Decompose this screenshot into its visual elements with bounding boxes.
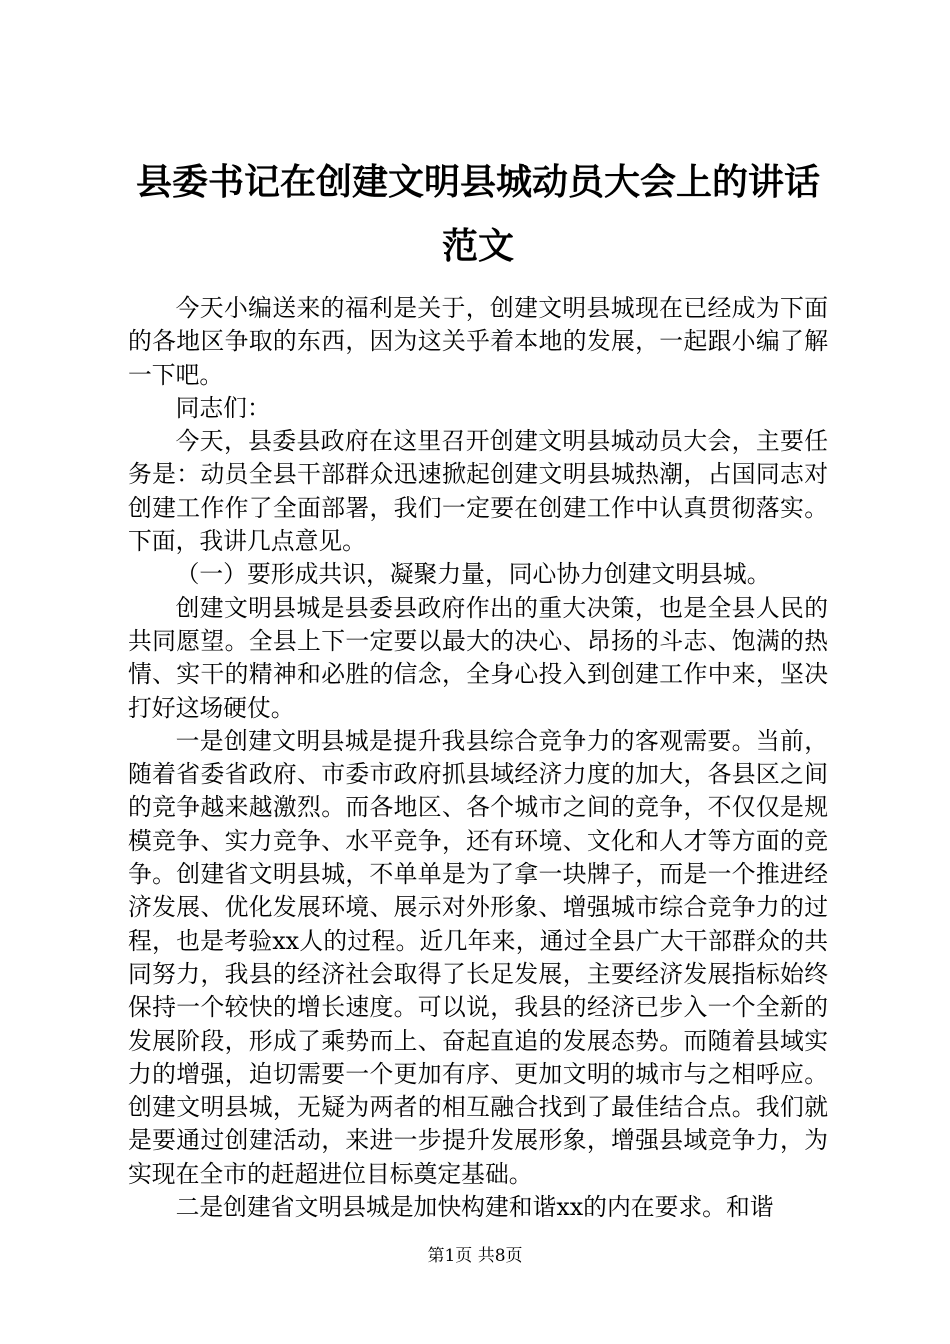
section-heading-1: （一）要形成共识，凝聚力量，同心协力创建文明县城。 [175,560,771,589]
document-title: 县委书记在创建文明县城动员大会上的讲话范文 [135,161,820,267]
paragraph-section-1: 创建文明县城是县委县政府作出的重大决策，也是全县人民的共同愿望。全县上下一定要以最大的决心、昂扬的斗志、饱满的热情、实干的精神和必胜的信念，全身心投入到创建工作中来，坚决打好这场硬仗。 [128,593,828,722]
page-number-footer: 第1页 共8页 [427,1246,523,1266]
paragraph-point-2: 二是创建省文明县城是加快构建和谐xx的内在要求。和谐 [175,1193,774,1222]
paragraph-opening: 今天，县委县政府在这里召开创建文明县城动员大会，主要任务是：动员全县干部群众迅速掀起创建文明县城热潮，占国同志对创建工作作了全面部署，我们一定要在创建工作中认真贯彻落实。下面，我讲几点意见。 [128,427,828,556]
paragraph-salutation: 同志们： [175,393,271,422]
paragraph-point-1: 一是创建文明县城是提升我县综合竞争力的客观需要。当前，随着省委省政府、市委市政府抓县域经济力度的加大，各县区之间的竞争越来越激烈。而各地区、各个城市之间的竞争，不仅仅是规模竞争、实力竞争、水平竞争，还有环境、文化和人才等方面的竞争。创建省文明县城，不单单是为了拿一块牌子，而是一个推进经济发展、优化发展环境、展示对外形象、增强城市综合竞争力的过程，也是考验xx人的过程。近几年来，通过全县广大干部群众的共同努力，我县的经济社会取得了长足发展，主要经济发展指标始终保持一个较快的增长速度。可以说，我县的经济已步入一个全新的发展阶段，形成了乘势而上、奋起直追的发展态势。而随着县域实力的增强，迫切需要一个更加有序、更加文明的城市与之相呼应。创建文明县城，无疑为两者的相互融合找到了最佳结合点。我们就是要通过创建活动，来进一步提升发展形象，增强县域竞争力，为实现在全市的赶超进位目标奠定基础。 [128,726,828,1188]
document-page [128,150,828,1224]
document-body [128,292,828,1224]
paragraph-intro: 今天小编送来的福利是关于，创建文明县城现在已经成为下面的各地区争取的东西，因为这关乎着本地的发展，一起跟小编了解一下吧。 [128,294,828,389]
